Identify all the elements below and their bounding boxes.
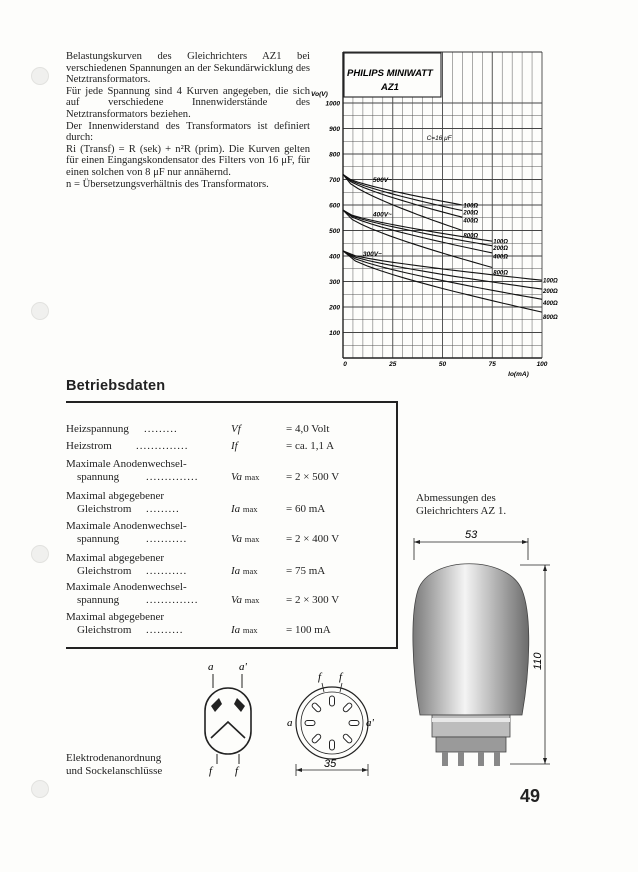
y-tick-label: 700 (329, 177, 340, 184)
leader-dots: ......... (144, 423, 178, 435)
width-dimension-label: 53 (465, 529, 478, 541)
spec-label-continued: spannung (77, 533, 120, 545)
spec-label-continued: Gleichstrom (77, 503, 132, 515)
spec-label: Maximale Anodenwechsel- (66, 458, 187, 470)
symbol-subscript: max (242, 625, 258, 635)
spec-value: = 75 mA (286, 565, 326, 577)
intro-paragraph: Ri (Transf) = R (sek) + n²R (prim). Die Kurven gelten für einen Eingangskondensator des Filters von 16 μF, für einen solchen von 8 μF nur annähernd. (66, 143, 310, 178)
series-label: 400Ω (463, 218, 479, 225)
pin-label-f: f (339, 671, 343, 683)
punch-hole (31, 67, 49, 85)
glass-bulb (413, 564, 529, 715)
section-title: Betriebsdaten (66, 378, 166, 394)
pin-label-a: a (208, 661, 214, 673)
spec-value: = 4,0 Volt (286, 423, 330, 435)
caption-line: und Sockelanschlüsse (66, 764, 163, 777)
pin-label-f: f (318, 671, 322, 683)
series-label: 100Ω (493, 239, 508, 246)
page-number: 49 (520, 786, 541, 806)
symbol-text: If (231, 440, 238, 452)
x-tick-label: 0 (343, 361, 347, 368)
spec-row (66, 581, 386, 607)
intro-paragraph: Der Innenwiderstand des Transformators ist definiert durch: (66, 120, 310, 144)
symbol-subscript: max (244, 534, 260, 544)
series-label: 100Ω (543, 278, 558, 285)
height-dimension-label: 110 (532, 652, 544, 670)
symbol-subscript: max (244, 472, 260, 482)
pin-label-a-prime: a' (239, 661, 247, 673)
spec-row (66, 520, 386, 546)
spec-symbol (231, 533, 259, 545)
spec-label-continued: Gleichstrom (77, 565, 132, 577)
spec-symbol (231, 471, 259, 483)
symbol-text: Va (231, 471, 242, 483)
symbol-text: Va (231, 533, 242, 545)
pin-label-f: f (209, 765, 213, 777)
series-label: 800Ω (493, 270, 508, 277)
caption-line: Elektrodenanordnung (66, 752, 162, 764)
y-tick-label: 1000 (325, 100, 340, 108)
spec-row (66, 440, 386, 453)
spec-label: Maximal abgegebener (66, 490, 165, 502)
intro-text (66, 51, 310, 190)
leader-dots: .............. (146, 594, 199, 606)
pin-label-f: f (235, 765, 239, 777)
symbol-text: Vf (231, 423, 241, 435)
symbol-subscript: max (244, 595, 260, 605)
spec-value: = 2 × 500 V (286, 471, 340, 483)
caption-line: Gleichrichters AZ 1. (416, 504, 507, 517)
spec-symbol (231, 440, 238, 452)
spec-symbol (231, 594, 259, 606)
voltage-group-label: 300V~ (362, 251, 382, 258)
base-dimension-label: 35 (324, 758, 337, 770)
socket-pin (349, 721, 359, 726)
y-tick-label: 800 (329, 151, 340, 159)
spec-label: Maximale Anodenwechsel- (66, 581, 187, 593)
series-label: 800Ω (463, 233, 479, 240)
socket-pin (311, 733, 322, 744)
symbol-subscript: max (242, 566, 258, 576)
spec-value: = ca. 1,1 A (286, 440, 335, 452)
socket-pin (342, 702, 353, 713)
series-label: 200Ω (463, 210, 479, 217)
pin-label-a: a (287, 717, 293, 729)
x-tick-label: 100 (536, 361, 548, 368)
spec-label-continued: spannung (77, 471, 120, 483)
chart-tube-label: AZ1 (381, 82, 399, 93)
spec-symbol (231, 423, 241, 435)
y-tick-label: 500 (329, 228, 340, 235)
symbol-text: Ia (231, 565, 241, 577)
leader-dots: ......... (146, 503, 180, 515)
capacitor-annotation: C=16 μF (426, 134, 452, 142)
spec-label-continued: spannung (77, 594, 120, 606)
punch-hole (31, 780, 49, 798)
y-tick-label: 900 (329, 126, 340, 133)
y-tick-label: 400 (329, 253, 340, 261)
socket-pin (330, 740, 335, 750)
punch-hole (31, 302, 49, 320)
spec-row (66, 490, 386, 516)
x-tick-label: 25 (389, 361, 397, 368)
x-axis-label: Io(mA) (508, 371, 529, 378)
spec-label: Maximal abgegebener (66, 611, 165, 623)
socket-pin (342, 733, 353, 744)
symbol-subscript: max (242, 504, 258, 514)
spec-value: = 2 × 400 V (286, 533, 340, 545)
series-label: 800Ω (543, 315, 558, 322)
leader-dots: ........... (146, 565, 188, 577)
spec-symbol (231, 503, 258, 515)
series-label: 200Ω (543, 289, 558, 296)
socket-pin (330, 696, 335, 706)
leader-dots: .......... (146, 624, 184, 636)
series-label: 100Ω (463, 203, 479, 210)
x-tick-label: 50 (438, 361, 447, 368)
spec-label: Maximal abgegebener (66, 552, 165, 564)
socket-pin (311, 702, 322, 713)
intro-paragraph: Für jede Spannung sind 4 Kurven angegeben, die sich auf verschiedene Innenwiderstände des Netztransformators beziehen. (66, 85, 310, 120)
spec-row (66, 458, 386, 484)
spec-label: Heizspannung (66, 423, 129, 435)
y-tick-label: 300 (329, 279, 340, 286)
caption-line: Abmessungen des (416, 492, 496, 504)
series-label: 200Ω (493, 245, 508, 252)
spec-symbol (231, 565, 258, 577)
electrode-arrangement-diagram (195, 660, 275, 778)
spec-row (66, 611, 386, 637)
y-tick-label: 100 (329, 330, 340, 337)
spec-value: = 60 mA (286, 503, 326, 515)
intro-paragraph: Belastungskurven des Gleichrichters AZ1 bei verschiedenen Spannungen an der Sekundärwicklung des Netztransformators. (66, 51, 310, 86)
y-tick-label: 600 (329, 202, 340, 210)
leader-dots: .............. (136, 440, 189, 452)
y-axis-label: Vo(V) (311, 91, 328, 98)
electrode-caption (66, 752, 162, 777)
voltage-group-label: 400V~ (372, 211, 392, 219)
pin-label-a-prime: a' (366, 717, 374, 729)
tube-dimension-drawing (400, 520, 570, 780)
load-curves-chart (310, 48, 558, 383)
leader-dots: ........... (146, 533, 188, 545)
x-tick-label: 75 (488, 361, 496, 368)
series-label: 400Ω (543, 300, 558, 307)
spec-value: = 2 × 300 V (286, 594, 340, 606)
spec-row (66, 552, 386, 578)
symbol-text: Ia (231, 503, 241, 515)
spec-row (66, 423, 386, 436)
symbol-text: Ia (231, 624, 241, 636)
spec-value: = 100 mA (286, 624, 331, 636)
series-label: 400Ω (493, 254, 508, 261)
spec-symbol (231, 624, 258, 636)
chart-brand: PHILIPS MINIWATT (347, 68, 433, 79)
socket-pin (305, 721, 315, 726)
spec-label-continued: Gleichstrom (77, 624, 132, 636)
spec-label: Maximale Anodenwechsel- (66, 520, 187, 532)
intro-paragraph: n = Übersetzungsverhältnis des Transformators. (66, 178, 269, 190)
symbol-text: Va (231, 594, 242, 606)
spec-label: Heizstrom (66, 440, 112, 452)
dimensions-caption (416, 492, 506, 517)
leader-dots: .............. (146, 471, 199, 483)
y-tick-label: 200 (329, 304, 340, 312)
punch-hole (31, 545, 49, 563)
voltage-group-label: 500V~ (372, 177, 392, 185)
operating-data-table (66, 401, 398, 649)
socket-base-diagram (282, 668, 382, 780)
